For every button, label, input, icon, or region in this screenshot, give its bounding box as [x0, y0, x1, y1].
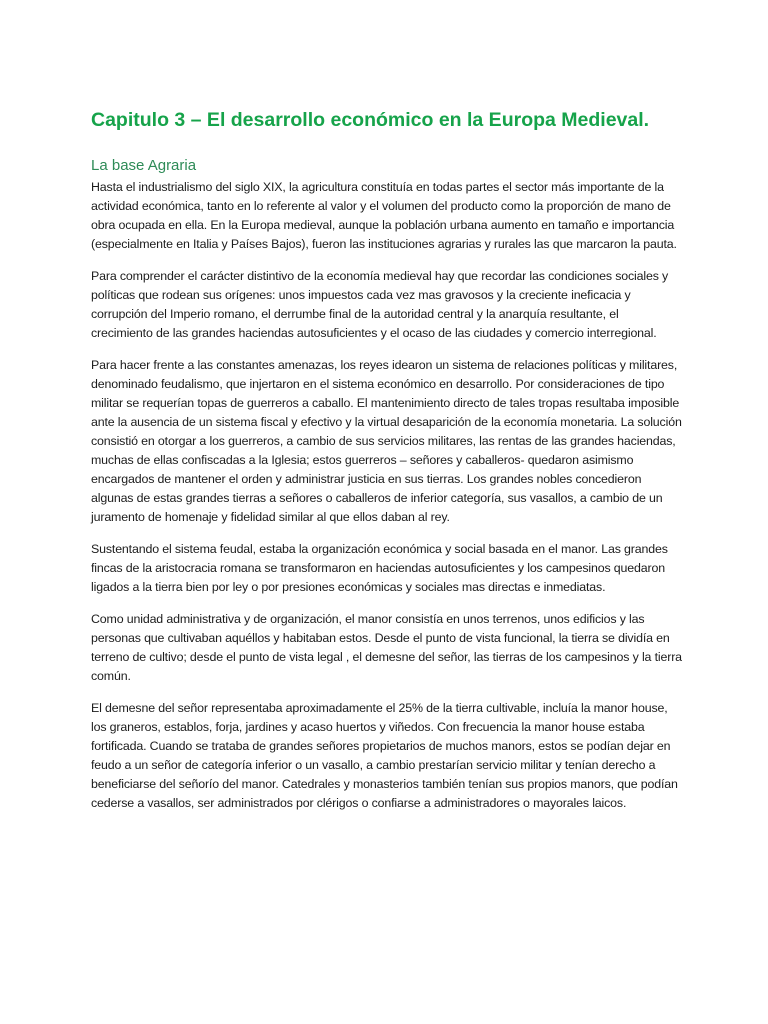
paragraph-agriculture: Hasta el industrialismo del siglo XIX, la agricultura constituía en todas partes el sector más importante de la actividad económica, tanto en lo referente al valor y el volumen del producto como la proporción de mano de obra ocupada en ella. En la Europa medieval, aunque la población urbana aumento en tamaño e importancia (especialmente en Italia y Países Bajos), fueron las instituciones agrarias y rurales las que marcaron la pauta.	[91, 180, 677, 251]
paragraph-feudalism: Para hacer frente a las constantes amenazas, los reyes idearon un sistema de relaciones políticas y militares, denominado feudalismo, que injertaron en el sistema económico en desarrollo. Por consideraciones de tipo militar se requerían topas de guerreros a caballo. El mantenimiento directo de tales tropas resultaba imposible ante la ausencia de un sistema fiscal y efectivo y la virtual desaparición de la economía monetaria. La solución consistió en otorgar a los guerreros, a cambio de sus servicios militares, las rentas de las grandes haciendas, muchas de ellas confiscadas a la Iglesia; estos guerreros – señores y caballeros- quedaron asimismo encargados de mantener el orden y administrar justicia en sus tierras. Los grandes nobles concedieron algunas de estas grandes tierras a señores o caballeros de inferior categoría, sus vasallos, a cambio de un juramento de homenaje y fidelidad similar al que ellos daban al rey.	[91, 358, 682, 524]
paragraph-manor-system: Sustentando el sistema feudal, estaba la organización económica y social basada en el manor. Las grandes fincas de la aristocracia romana se transformaron en haciendas autosuficientes y los campesinos quedaron ligados a la tierra bien por ley o por presiones económicas y sociales mas directas e inmediatas.	[91, 542, 668, 594]
document-page	[91, 106, 683, 826]
section-heading: La base Agraria	[91, 157, 197, 174]
paragraph-demesne: El demesne del señor representaba aproximadamente el 25% de la tierra cultivable, incluía la manor house, los graneros, establos, forja, jardines y acaso huertos y viñedos. Con frecuencia la manor house estaba fortificada. Cuando se trataba de grandes señores propietarios de muchos manors, estos se podían dejar en feudo a un señor de categoría inferior o un vasallo, a cambio prestarían servicio militar y tenían derecho a beneficiarse del señorío del manor. Catedrales y monasterios también tenían sus propios manors, que podían cederse a vasallos, ser administrados por clérigos o confiarse a administradores o mayorales laicos.	[91, 701, 678, 810]
paragraph-manor-unit: Como unidad administrativa y de organización, el manor consistía en unos terrenos, unos edificios y las personas que cultivaban aquéllos y habitaban estos. Desde el punto de vista funcional, la tierra se dividía en terreno de cultivo; desde el punto de vista legal , el demesne del señor, las tierras de los campesinos y la tierra común.	[91, 612, 682, 683]
paragraph-origins: Para comprender el carácter distintivo de la economía medieval hay que recordar las condiciones sociales y políticas que rodean sus orígenes: unos impuestos cada vez mas gravosos y la creciente ineficacia y corrupción del Imperio romano, el derrumbe final de la autoridad central y la anarquía resultante, el crecimiento de las grandes haciendas autosuficientes y el ocaso de las ciudades y comercio interregional.	[91, 269, 669, 340]
chapter-title: Capitulo 3 – El desarrollo económico en la Europa Medieval.	[91, 109, 650, 131]
